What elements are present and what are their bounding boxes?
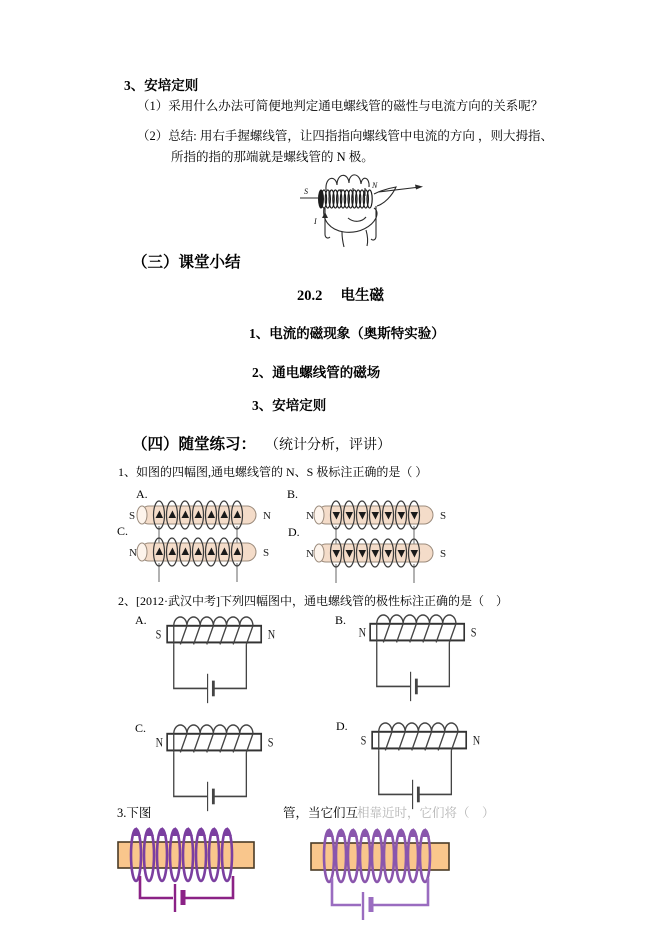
battery-symbol bbox=[411, 672, 417, 701]
solenoid-core bbox=[311, 843, 449, 870]
circuit-wires bbox=[379, 750, 452, 794]
battery-symbol bbox=[208, 674, 214, 703]
pole-label-left: N bbox=[358, 626, 367, 640]
pole-label-s: S bbox=[304, 187, 308, 196]
ampere-question-line: （1）采用什么办法可简便地判定通电螺线管的磁性与电流方向的关系呢？ bbox=[137, 99, 544, 113]
pole-label-left: N bbox=[155, 736, 164, 750]
curled-fingers bbox=[326, 175, 369, 190]
summary-item-3: 3、安培定则 bbox=[252, 398, 327, 413]
q2-option-b-letter: B. bbox=[335, 613, 347, 627]
pole-label-right: N bbox=[472, 734, 481, 748]
pole-label-right: N bbox=[267, 628, 276, 642]
q1-option-a-letter: A. bbox=[136, 487, 148, 501]
pole-label-right: S bbox=[440, 510, 447, 522]
q1-option-d-figure bbox=[300, 530, 452, 586]
q1-option-c-figure bbox=[123, 529, 275, 585]
question-3-text-faded: 相靠近时，它们将（ ） bbox=[357, 806, 495, 820]
coil-current-down bbox=[331, 539, 420, 567]
q3-left-solenoid-figure bbox=[110, 818, 262, 930]
q2-option-b-figure bbox=[352, 614, 484, 708]
practice-note: （统计分析，评讲） bbox=[272, 438, 392, 453]
pole-label-left: N bbox=[306, 548, 314, 560]
q1-option-c-letter: C. bbox=[117, 524, 129, 538]
pole-label-right: S bbox=[440, 548, 447, 560]
coil-current-up bbox=[154, 538, 243, 566]
ampere-summary-line2: 所指的指的那端就是螺线管的 N 极。 bbox=[171, 150, 374, 164]
pole-label-left: N bbox=[129, 547, 137, 559]
coil-current-up bbox=[154, 501, 243, 529]
summary-item-1: 1、电流的磁现象（奥斯特实验） bbox=[249, 326, 445, 341]
question-3-text-mid: 管，当它们互 bbox=[283, 806, 359, 820]
q2-option-a-letter: A. bbox=[135, 613, 147, 627]
solenoid-core bbox=[118, 842, 254, 868]
circuit-wires bbox=[377, 642, 450, 686]
lesson-title: 20.2 电生磁 bbox=[297, 288, 384, 304]
q2-option-c-letter: C. bbox=[135, 721, 147, 735]
circuit-wires bbox=[174, 644, 247, 688]
pole-label-left: S bbox=[360, 734, 367, 748]
pole-label-left: S bbox=[129, 510, 136, 522]
right-hand-rule-figure bbox=[296, 172, 428, 248]
pole-label-right: S bbox=[267, 736, 274, 750]
q2-option-a-figure bbox=[149, 616, 281, 710]
current-label: I bbox=[314, 217, 317, 226]
question-1-text: 1、如图的四幅图,通电螺线管的 N、S 极标注正确的是（ ） bbox=[118, 465, 428, 479]
battery-symbol bbox=[363, 892, 371, 920]
question-2-text: 2、[2012·武汉中考]下列四幅图中，通电螺线管的极性标注正确的是（ ） bbox=[118, 594, 508, 608]
ampere-summary-line1: （2）总结: 用右手握螺线管，让四指指向螺线管中电流的方向 ，则大拇指、 bbox=[137, 129, 553, 143]
pole-label-right: S bbox=[263, 547, 270, 559]
q2-option-d-letter: D. bbox=[336, 719, 348, 733]
q2-option-d-figure bbox=[354, 722, 486, 816]
question-3-text-start: 3.下图 bbox=[117, 806, 152, 820]
pole-label-left: S bbox=[155, 628, 162, 642]
circuit-wires bbox=[174, 752, 247, 796]
practice-heading: （四）随堂练习： bbox=[132, 436, 257, 453]
ampere-rule-heading: 3、安培定则 bbox=[124, 78, 199, 93]
q1-option-b-letter: B. bbox=[287, 487, 299, 501]
pole-label-right: N bbox=[263, 510, 271, 522]
battery-symbol bbox=[175, 884, 183, 912]
summary-heading: （三）课堂小结 bbox=[132, 254, 241, 271]
pole-label-n: N bbox=[372, 181, 378, 190]
pole-label-right: S bbox=[470, 626, 477, 640]
q3-right-solenoid-figure bbox=[303, 820, 461, 935]
coil-current-down bbox=[331, 501, 420, 529]
practice-heading-line bbox=[132, 432, 391, 454]
q1-option-d-letter: D. bbox=[288, 525, 300, 539]
q2-option-c-figure bbox=[149, 724, 281, 818]
battery-symbol bbox=[208, 782, 214, 811]
pole-label-left: N bbox=[306, 510, 314, 522]
summary-item-2: 2、通电螺线管的磁场 bbox=[252, 365, 381, 380]
